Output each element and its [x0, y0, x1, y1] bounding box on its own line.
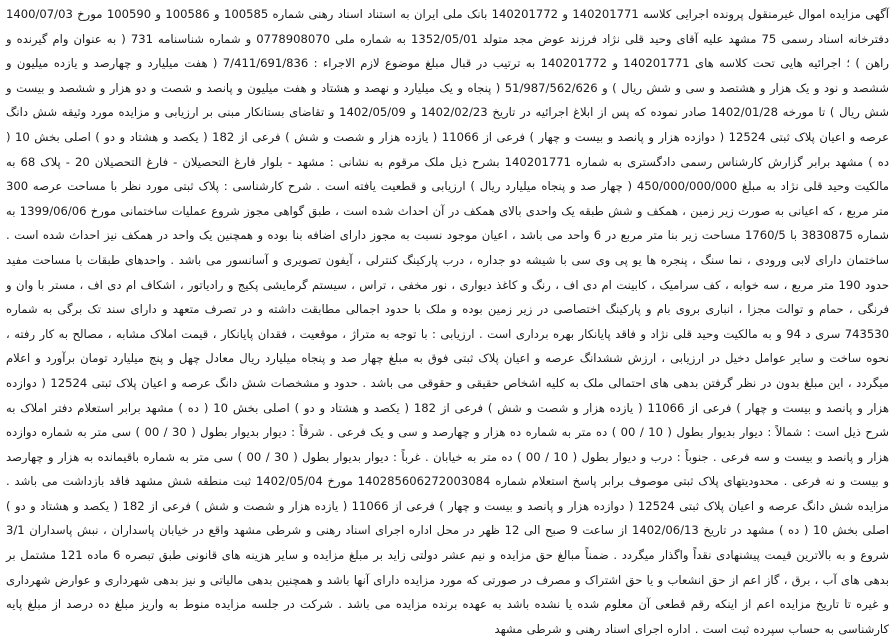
auction-notice-text: آگهی مزایده اموال غیرمنقول پرونده اجرایی کلاسه 140201771 و 140201772 بانک ملی ایران به استناد اسناد رهنی شماره 100585 و 100586 و 100590 مورخ 1400/07/03 دفترخانه اسناد رسمی 75 مشهد علیه آقای وحید قلی نژاد فرزند عوض مجد متولد 1352/05/01 به شماره ملی 0778908070 و شماره شناسنامه 731 ( به عنوان وام گیرنده و راهن ) ؛ اجرائیه هایی تحت کلاسه های 140201771 و 140201772 به ترتیب در قبال مبلغ موضوع لازم الاجراء : 7/411/691/836 ( هفت میلیارد و چهارصد و یازده میلیون و ششصد و نود و یک هزار و هشتصد و سی و شش ریال ) و 51/987/562/626 ( پنجاه و یک میلیارد و نهصد و هشتاد و هفت میلیون و پانصد و شصت و دو هزار و ششصد و بیست و شش ریال ) تا مورخه 1402/01/28 صادر نموده که پس از ابلاغ اجرائیه در تاریخ 1402/02/23 و 1402/05/09 و تقاضای بستانکار مبنی بر ارزیابی و مزایده مورد وثیقه شش دانگ عرصه و اعیان پلاک ثبتی 12524 ( دوازده هزار و پانصد و بیست و چهار ) فرعی از 11066 ( یازده هزار و شصت و شش ) فرعی از 182 ( یکصد و هشتاد و دو ) اصلی بخش 10 ( ده ) مشهد برابر گزارش کارشناس رسمی دادگستری به شماره 140201771 بشرح ذیل ملک مرقوم به نشانی : مشهد - بلوار فارغ التحصیلان - فارغ التحصیلان 20 - پلاک 68 به مالکیت وحید قلی نژاد به مبلغ 450/000/000/000 ( چهار صد و پنجاه میلیارد ریال ) ارزیابی و قطعیت یافته است . شرح کارشناسی : پلاک ثبتی مورد نظر با مساحت عرصه 300 متر مربع ، که اعیانی به صورت زیر زمین ، همکف و شش طبقه یک واحدی بالای همکف در آن احداث شده است ، طبق گواهی مجوز شروع عملیات ساختمانی مورخ 1399/06/06 به شماره 3830875 با 1760/5 مساحت زیر بنا متر مربع در 6 واحد می باشد ، اعیان موجود نسبت به مجوز دارای اضافه بنا بوده و همچنین یک واحد در همکف نیز احداث شده است . ساختمان دارای لابی ورودی ، نما سنگ ، پنجره ها یو پی وی سی با شیشه دو جداره ، درب پارکینگ کنترلی ، آیفون تصویری و آسانسور می باشد . واحدهای طبقات با مساحت مفید حدود 190 متر مربع ، سه خوابه ، کف سرامیک ، کابینت ام دی اف ، رنگ و کاغذ دیواری ، نور مخفی ، تراس ، سیستم گرمایشی پکیج و رادیاتور ، اشکاف ام دی اف ، مستر با وان و فرنگی ، حمام و توالت مجزا ، انباری بروی بام و پارکینگ اختصاصی در زیر زمین بوده و ملک با حدود اجمالی مطابقت داشته و در تصرف متعهد و دارای سند تک برگی به شماره 743530 سری د 94 و به مالکیت وحید قلی نژاد و فاقد پایانکار بهره برداری است . ارزیابی : با توجه به متراژ ، موقعیت ، فقدان پایانکار ، قیمت املاک مشابه ، مصالح به کار رفته ، نحوه ساخت و سایر عوامل دخیل در ارزیابی ، ارزش ششدانگ عرصه و اعیان پلاک ثبتی فوق به مبلغ چهار صد و پنجاه میلیارد ریال معادل چهل و پنج میلیارد تومان برآورد و اعلام میگردد ، این مبلغ بدون در نظر گرفتن بدهی های احتمالی ملک به کلیه اشخاص حقیقی و حقوقی می باشد . حدود و مشخصات شش دانگ عرصه و اعیان پلاک ثبتی 12524 ( دوازده هزار و پانصد و بیست و چهار ) فرعی از 11066 ( یازده هزار و شصت و شش ) فرعی از 182 ( یکصد و هشتاد و دو ) اصلی بخش 10 ( ده ) مشهد برابر استعلام دفتر املاک به شرح ذیل است : شمالاً : دیوار بدیوار بطول ( 10 / 00 ) ده متر به شماره ده هزار و چهارصد و سی و یک فرعی . شرقاً : دیوار بدیوار بطول ( 30 / 00 ) سی متر به شماره دوازده هزار و پانصد و بیست و سه فرعی . جنوباً : درب و دیوار بطول ( 10 / 00 ) ده متر به خیابان . غرباً : دیوار بدیوار بطول ( 30 / 00 ) سی متر به شماره باقیمانده به هزار و چهارصد و بیست و نه فرعی . محدودیتهای پلاک ثبتی موصوف برابر پاسخ استعلام شماره 140285606272003084 مورخ 1402/05/04 ثبت منطقه شش مشهد فاقد بازداشت می باشد . مزایده شش دانگ عرصه و اعیان پلاک ثبتی 12524 ( دوازده هزار و پانصد و بیست و چهار ) فرعی از 11066 ( یازده هزار و شصت و شش ) فرعی از 182 ( یکصد و هشتاد و دو ) اصلی بخش 10 ( ده ) مشهد در تاریخ 1402/06/13 از ساعت 9 صبح الی 12 ظهر در محل اداره اجرای اسناد رهنی و شرطی مشهد واقع در خیابان پاسداران ، نبش پاسداران 3/1 شروع و به بالاترین قیمت پیشنهادی نقداً واگذار میگردد . ضمناً مبالغ حق مزایده و نیم عشر دولتی زاید بر مبلغ مزایده و سایر هزینه های قانونی طبق تبصره 6 ماده 121 مشتمل بر بدهی های آب ، برق ، گاز اعم از حق انشعاب و یا حق اشتراک و مصرف در صورتی که مورد مزایده دارای آنها باشد و همچنین بدهی مالیاتی و نیز بدهی شهرداری و عوارض شهرداری و غیره تا تاریخ مزایده اعم از اینکه رقم قطعی آن معلوم شده یا نشده باشد به عهده برنده مزایده می باشد . شرکت در جلسه مزایده منوط به واریز مبلغ ده درصد از مبلغ پایه کارشناسی به حساب سپرده ثبت است . اداره اجرای اسناد رهنی و شرطی مشهد — [6, 7, 890, 636]
